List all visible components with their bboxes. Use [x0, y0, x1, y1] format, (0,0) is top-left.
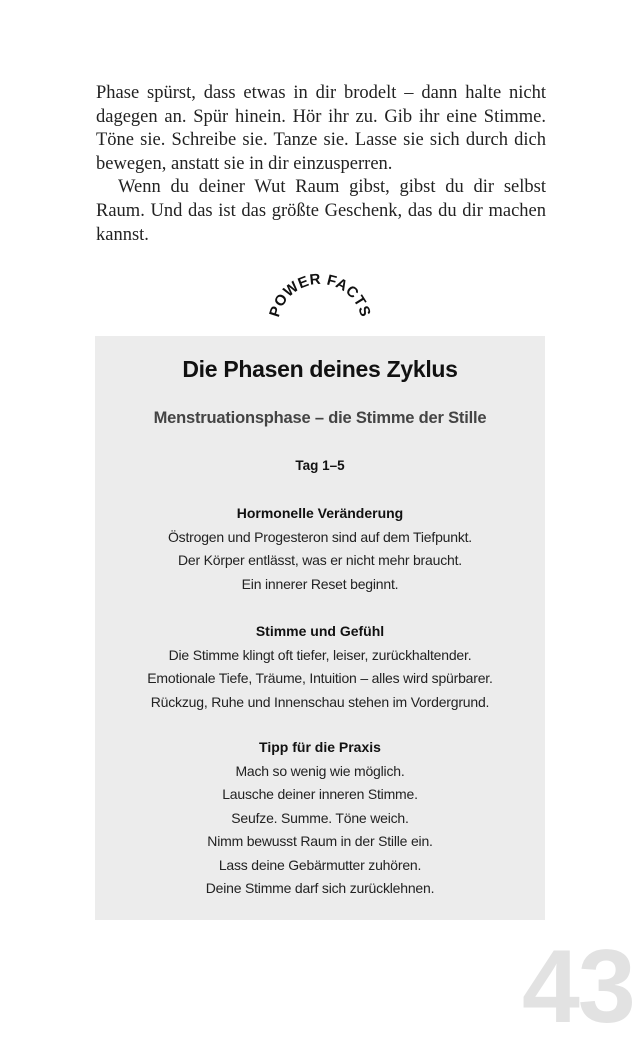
- section-hormones: [95, 502, 545, 596]
- power-facts-badge: [260, 270, 380, 330]
- paragraph: Wenn du deiner Wut Raum gibst, gibst du dir selbst Raum. Und das ist das größte Geschenk, das du dir machen kannst.: [96, 177, 546, 245]
- section-line: Lausche deiner inneren Stimme.: [222, 786, 418, 802]
- box-subtitle: Menstruationsphase – die Stimme der Stille: [153, 409, 487, 427]
- section-line: Die Stimme klingt oft tiefer, leiser, zurückhaltender.: [168, 646, 472, 663]
- section-line: Emotionale Tiefe, Träume, Intuition – alles wird spürbarer.: [147, 670, 493, 686]
- section-line: Lass deine Gebärmutter zuhören.: [218, 856, 422, 873]
- power-facts-box: [95, 336, 545, 920]
- page-number: 43: [522, 929, 634, 1045]
- svg-text:POWER FACTS: [266, 271, 374, 319]
- section-line: Östrogen und Progesteron sind auf dem Tiefpunkt.: [167, 528, 473, 545]
- box-title: Die Phasen deines Zyklus: [182, 356, 458, 382]
- section-line: Rückzug, Ruhe und Innenschau stehen im Vordergrund.: [150, 693, 490, 710]
- day-range: Tag 1–5: [295, 458, 345, 473]
- section-heading: Tipp für die Praxis: [259, 739, 381, 755]
- section-tips: [95, 736, 545, 901]
- badge-text: POWER FACTS: [266, 270, 374, 320]
- section-line: Der Körper entlässt, was er nicht mehr braucht.: [178, 552, 462, 568]
- section-line: Nimm bewusst Raum in der Stille ein.: [207, 833, 433, 849]
- body-text: [96, 82, 546, 247]
- section-line: Deine Stimme darf sich zurücklehnen.: [205, 880, 435, 896]
- section-line: Seufze. Summe. Töne weich.: [231, 809, 409, 826]
- section-voice: [95, 620, 545, 714]
- paragraph: Phase spürst, dass etwas in dir brodelt – dann halte nicht dagegen an. Spür hinein. Hör ihr zu. Gib ihr eine Stimme. Töne sie. Schreibe sie. Tanze sie. Lasse sie sich durch dich bewegen, anstatt sie in dir einzusperren.: [96, 83, 546, 174]
- section-line: Mach so wenig wie möglich.: [235, 762, 405, 779]
- section-heading: Stimme und Gefühl: [255, 623, 385, 639]
- section-heading: Hormonelle Veränderung: [236, 505, 404, 521]
- section-line: Ein innerer Reset beginnt.: [241, 575, 399, 592]
